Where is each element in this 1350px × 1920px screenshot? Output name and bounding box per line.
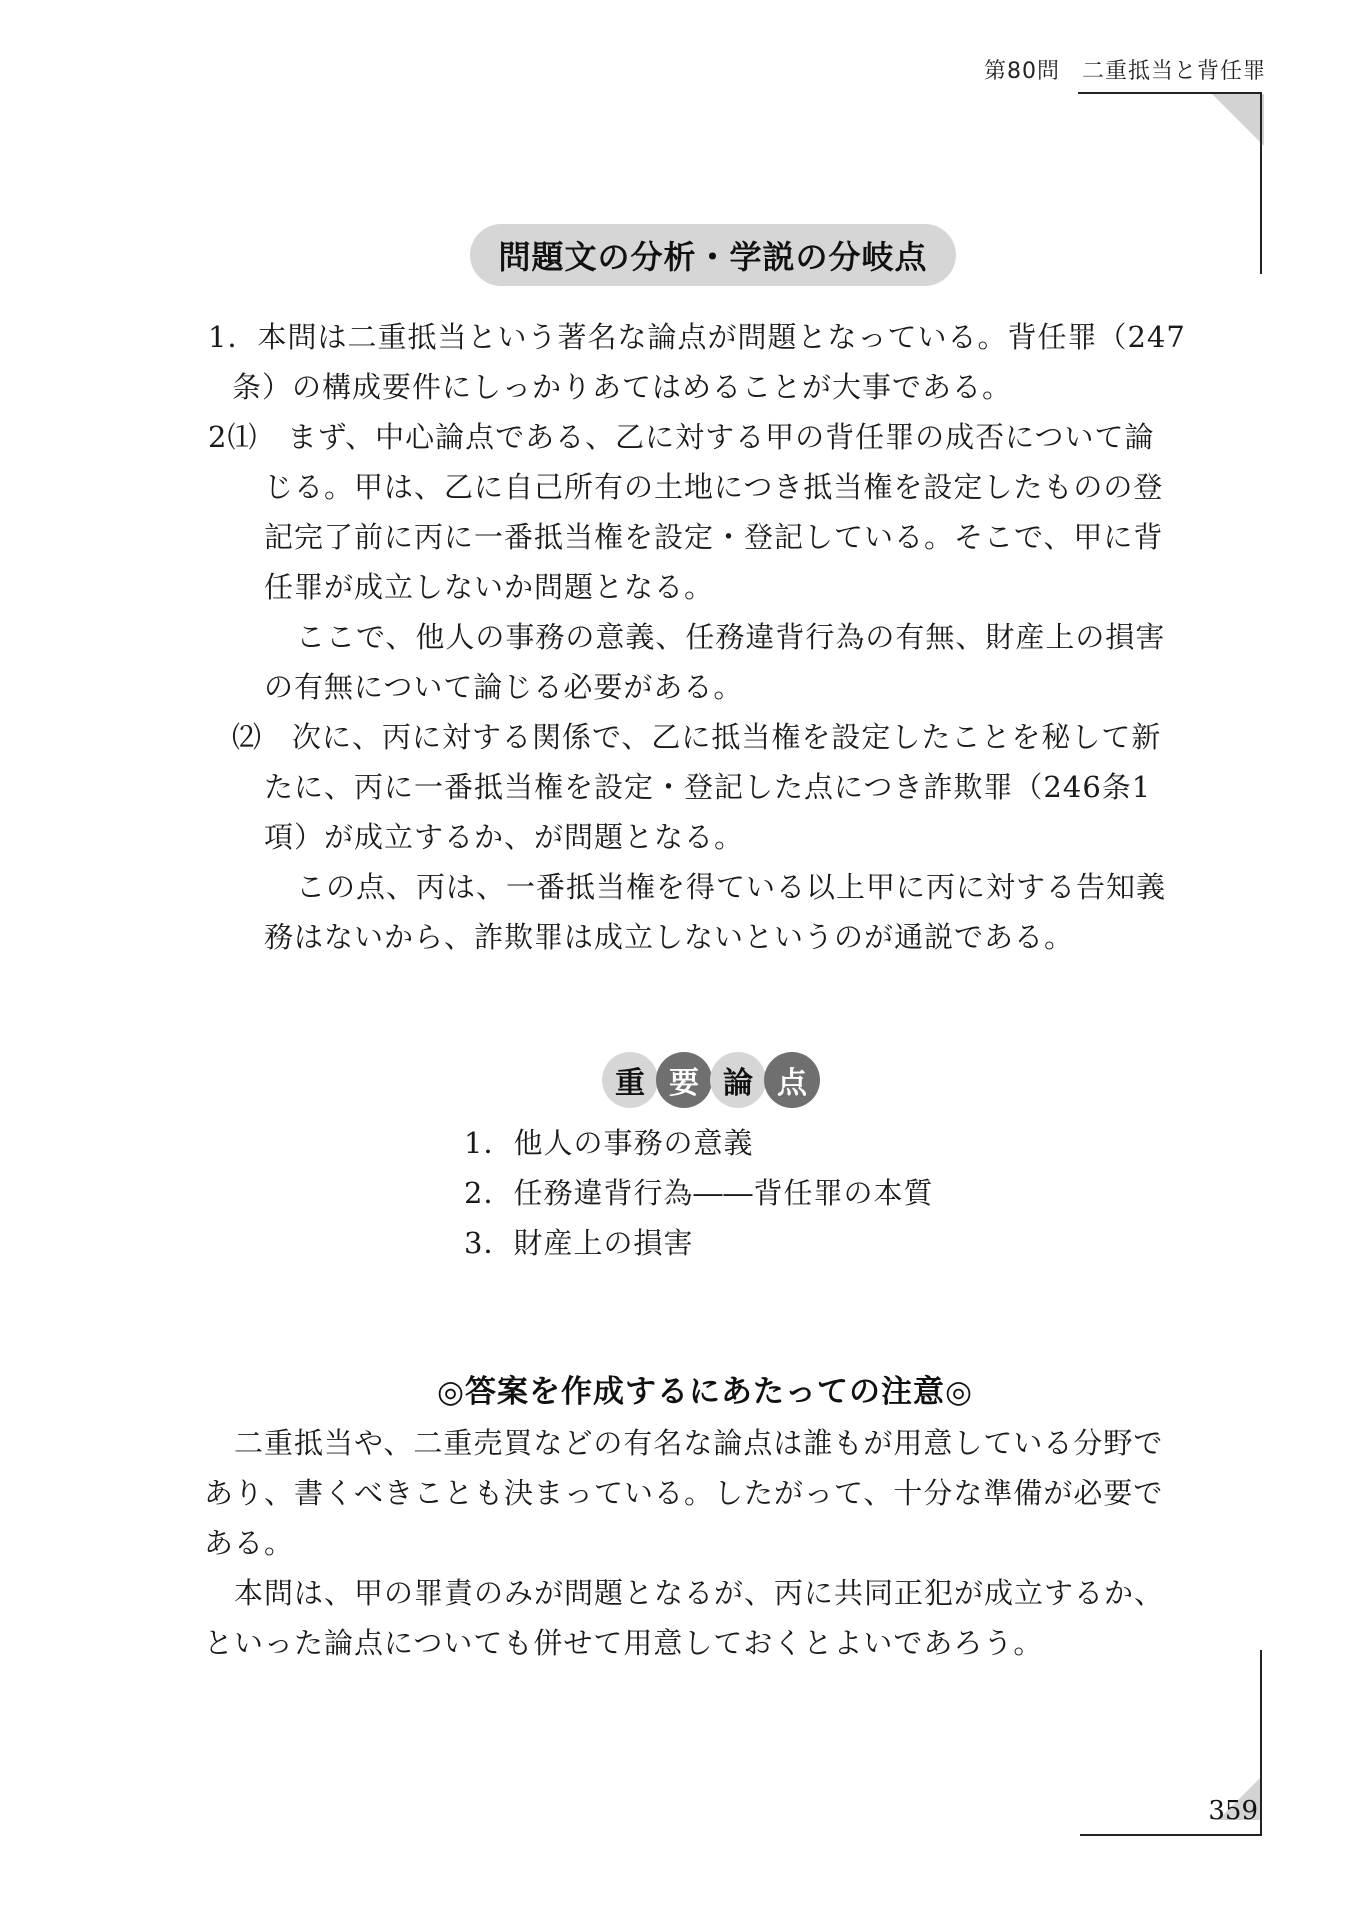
key-points-heading <box>602 1052 818 1108</box>
analysis-line: ⑵ 次に、丙に対する関係で、乙に抵当権を設定したことを秘して新 <box>232 720 1162 754</box>
notes-line: 本問は、甲の罪責のみが問題となるが、丙に共同正犯が成立するか、 <box>234 1576 1165 1610</box>
notes-heading: ◎答案を作成するにあたっての注意◎ <box>436 1374 974 1410</box>
notes-line: あり、書くべきことも決まっている。したがって、十分な準備が必要で <box>204 1476 1164 1510</box>
analysis-item-2 <box>208 412 1166 962</box>
running-header <box>984 54 1266 85</box>
heading-char: 要 <box>656 1052 712 1108</box>
chapter-title: 二重抵当と背任罪 <box>1081 59 1266 84</box>
analysis-line: 任罪が成立しないか問題となる。 <box>264 570 715 604</box>
side-rule-top <box>1260 94 1262 274</box>
notes-body <box>204 1418 1164 1668</box>
analysis-line: この点、丙は、一番抵当権を得ている以上甲に丙に対する告知義 <box>296 870 1167 904</box>
notes-line: といった論点についても併せて用意しておくとよいであろう。 <box>204 1626 1044 1660</box>
analysis-heading: 問題文の分析・学説の分岐点 <box>470 224 956 286</box>
notes-line: 二重抵当や、二重売買などの有名な論点は誰もが用意している分野で <box>234 1426 1164 1460</box>
analysis-line: 項）が成立するか、が問題となる。 <box>264 820 745 854</box>
analysis-line: 1．本問は二重抵当という著名な論点が問題となっている。背任罪（247 <box>208 320 1186 354</box>
chapter-number: 第80問 <box>983 59 1060 84</box>
heading-char: 点 <box>764 1052 820 1108</box>
page-number: 359 <box>1208 1796 1258 1826</box>
key-points-list <box>464 1118 933 1268</box>
analysis-item-1 <box>208 312 1186 412</box>
analysis-line: じる。甲は、乙に自己所有の土地につき抵当権を設定したものの登 <box>264 470 1164 504</box>
analysis-line: 務はないから、詐欺罪は成立しないというのが通説である。 <box>264 920 1075 954</box>
key-point-item: 2．任務違背行為――背任罪の本質 <box>464 1176 934 1210</box>
analysis-line: たに、丙に一番抵当権を設定・登記した点につき詐欺罪（246条1 <box>264 770 1152 804</box>
heading-char: 重 <box>602 1052 658 1108</box>
heading-char: 論 <box>710 1052 766 1108</box>
corner-decoration-top <box>1212 94 1264 146</box>
footer-rule <box>1080 1834 1262 1836</box>
analysis-line: 2⑴ まず、中心論点である、乙に対する甲の背任罪の成否について論 <box>208 420 1155 454</box>
analysis-line: ここで、他人の事務の意義、任務違背行為の有無、財産上の損害 <box>296 620 1166 654</box>
analysis-line: 記完了前に丙に一番抵当権を設定・登記している。そこで、甲に背 <box>264 520 1164 554</box>
key-point-item: 1．他人の事務の意義 <box>464 1126 754 1160</box>
key-point-item: 3．財産上の損害 <box>464 1226 694 1260</box>
side-rule-bottom <box>1260 1650 1262 1836</box>
analysis-line: の有無について論じる必要がある。 <box>264 670 744 704</box>
analysis-line: 条）の構成要件にしっかりあてはめることが大事である。 <box>232 370 1013 404</box>
notes-line: ある。 <box>204 1526 295 1560</box>
